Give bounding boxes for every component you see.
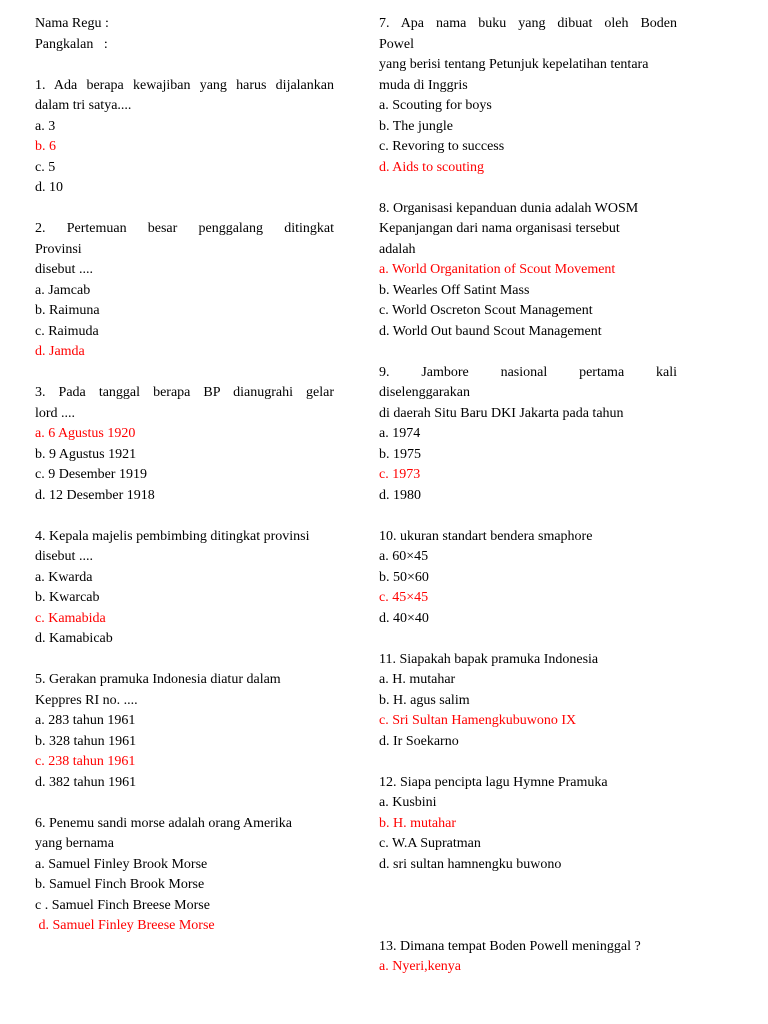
option: c. W.A Supratman [379,836,481,851]
option: d. 382 tahun 1961 [35,774,137,790]
option: a. 3 [35,118,56,134]
option: c . Samuel Finch Breese Morse [35,897,210,913]
option: a. 1974 [379,426,421,441]
question-text: 9. Jambore nasional pertama kali [379,364,677,380]
pangkalan-label: Pangkalan : [35,36,108,52]
question-text: di daerah Situ Baru DKI Jakarta pada tahun [379,405,624,421]
option: a. Samuel Finley Brook Morse [35,856,208,872]
option: d. Aids to scouting [379,159,485,175]
question-text: 8. Organisasi kepanduan dunia adalah WOSM [379,200,639,216]
option: a. 6 Agustus 1920 [35,426,136,441]
option: c. 1973 [379,467,421,482]
question-text: muda di Inggris [379,77,468,93]
question-text: 13. Dimana tempat Boden Powell meninggal ? [379,938,641,954]
option: c. 238 tahun 1961 [35,754,136,769]
option: b. The jungle [379,118,454,134]
question-text: yang bernama [35,836,114,851]
option: b. Wearles Off Satint Mass [379,282,530,298]
option: d. Ir Soekarno [379,733,459,749]
option: b. H. agus salim [379,692,470,708]
question-text: Keppres RI no. .... [35,692,138,708]
question-text: 10. ukuran standart bendera smaphore [379,528,593,544]
option: b. 1975 [379,446,421,462]
option: b. 9 Agustus 1921 [35,446,137,462]
option: c. Sri Sultan Hamengkubuwono IX [379,713,577,728]
option: a. H. mutahar [379,672,456,687]
question-text: dalam tri satya.... [35,98,132,113]
option: d. 10 [35,180,63,195]
question-text: Powel [379,36,414,52]
question-text: 12. Siapa pencipta lagu Hymne Pramuka [379,774,608,790]
question-text: 4. Kepala majelis pembimbing ditingkat provinsi [35,528,310,544]
question-7 [379,14,677,178]
option: a. World Organitation of Scout Movement [379,262,616,277]
option: b. 328 tahun 1961 [35,733,137,749]
option: b. Kwarcab [35,590,100,605]
question-text: 6. Penemu sandi morse adalah orang Amerika [35,815,292,831]
option: a. Jamcab [35,282,91,298]
question-11 [379,650,677,753]
option: a. Scouting for boys [379,98,492,113]
option: a. Kusbini [379,795,437,810]
question-text: 11. Siapakah bapak pramuka Indonesia [379,651,599,667]
left-column [35,14,334,937]
question-text: 2. Pertemuan besar penggalang ditingkat [35,221,334,236]
option: a. 60×45 [379,549,429,564]
option: c. 9 Desember 1919 [35,467,147,482]
question-text: 7. Apa nama buku yang dibuat oleh Boden [379,16,677,31]
regu-label: Nama Regu : [35,16,109,31]
question-text: diselenggarakan [379,385,470,400]
question-9 [379,363,677,507]
option: c. 45×45 [379,590,429,605]
question-8 [379,199,677,343]
question-text: 1. Ada berapa kewajiban yang harus dijalankan [35,77,334,93]
question-13 [379,937,677,978]
option: d. sri sultan hamnengku buwono [379,856,562,872]
option: b. 6 [35,139,56,154]
option: c. World Oscreton Scout Management [379,303,593,318]
option: a. Nyeri,kenya [379,959,462,974]
right-column [379,14,677,978]
question-6 [35,814,334,937]
option: a. Kwarda [35,569,93,585]
option: d. Jamda [35,344,85,359]
question-text: adalah [379,241,416,257]
question-text: Kepanjangan dari nama organisasi tersebut [379,221,620,236]
question-text: lord .... [35,405,76,421]
question-1 [35,76,334,199]
question-5 [35,670,334,793]
option: d. 40×40 [379,610,429,626]
option: d. World Out baund Scout Management [379,323,602,339]
option: b. 50×60 [379,569,429,585]
question-12 [379,773,677,876]
option: c. Revoring to success [379,139,505,154]
question-text: disebut .... [35,549,93,564]
question-3 [35,383,334,506]
question-text: 3. Pada tanggal berapa BP dianugrahi gelar [35,385,334,400]
question-text: Provinsi [35,241,82,257]
option: d. Samuel Finley Breese Morse [35,918,215,933]
option: d. Kamabicab [35,631,113,646]
question-2 [35,219,334,363]
option: b. H. mutahar [379,815,456,831]
question-text: yang berisi tentang Petunjuk kepelatihan tentara [379,57,649,72]
option: b. Samuel Finch Brook Morse [35,877,205,892]
option: c. Kamabida [35,610,106,626]
option: b. Raimuna [35,303,100,318]
question-10 [379,527,677,630]
option: c. Raimuda [35,323,99,339]
question-4 [35,527,334,650]
option: c. 5 [35,159,56,175]
question-text: disebut .... [35,262,93,277]
option: d. 1980 [379,487,421,503]
option: d. 12 Desember 1918 [35,487,155,503]
option: a. 283 tahun 1961 [35,713,136,728]
question-text: 5. Gerakan pramuka Indonesia diatur dalam [35,672,281,687]
